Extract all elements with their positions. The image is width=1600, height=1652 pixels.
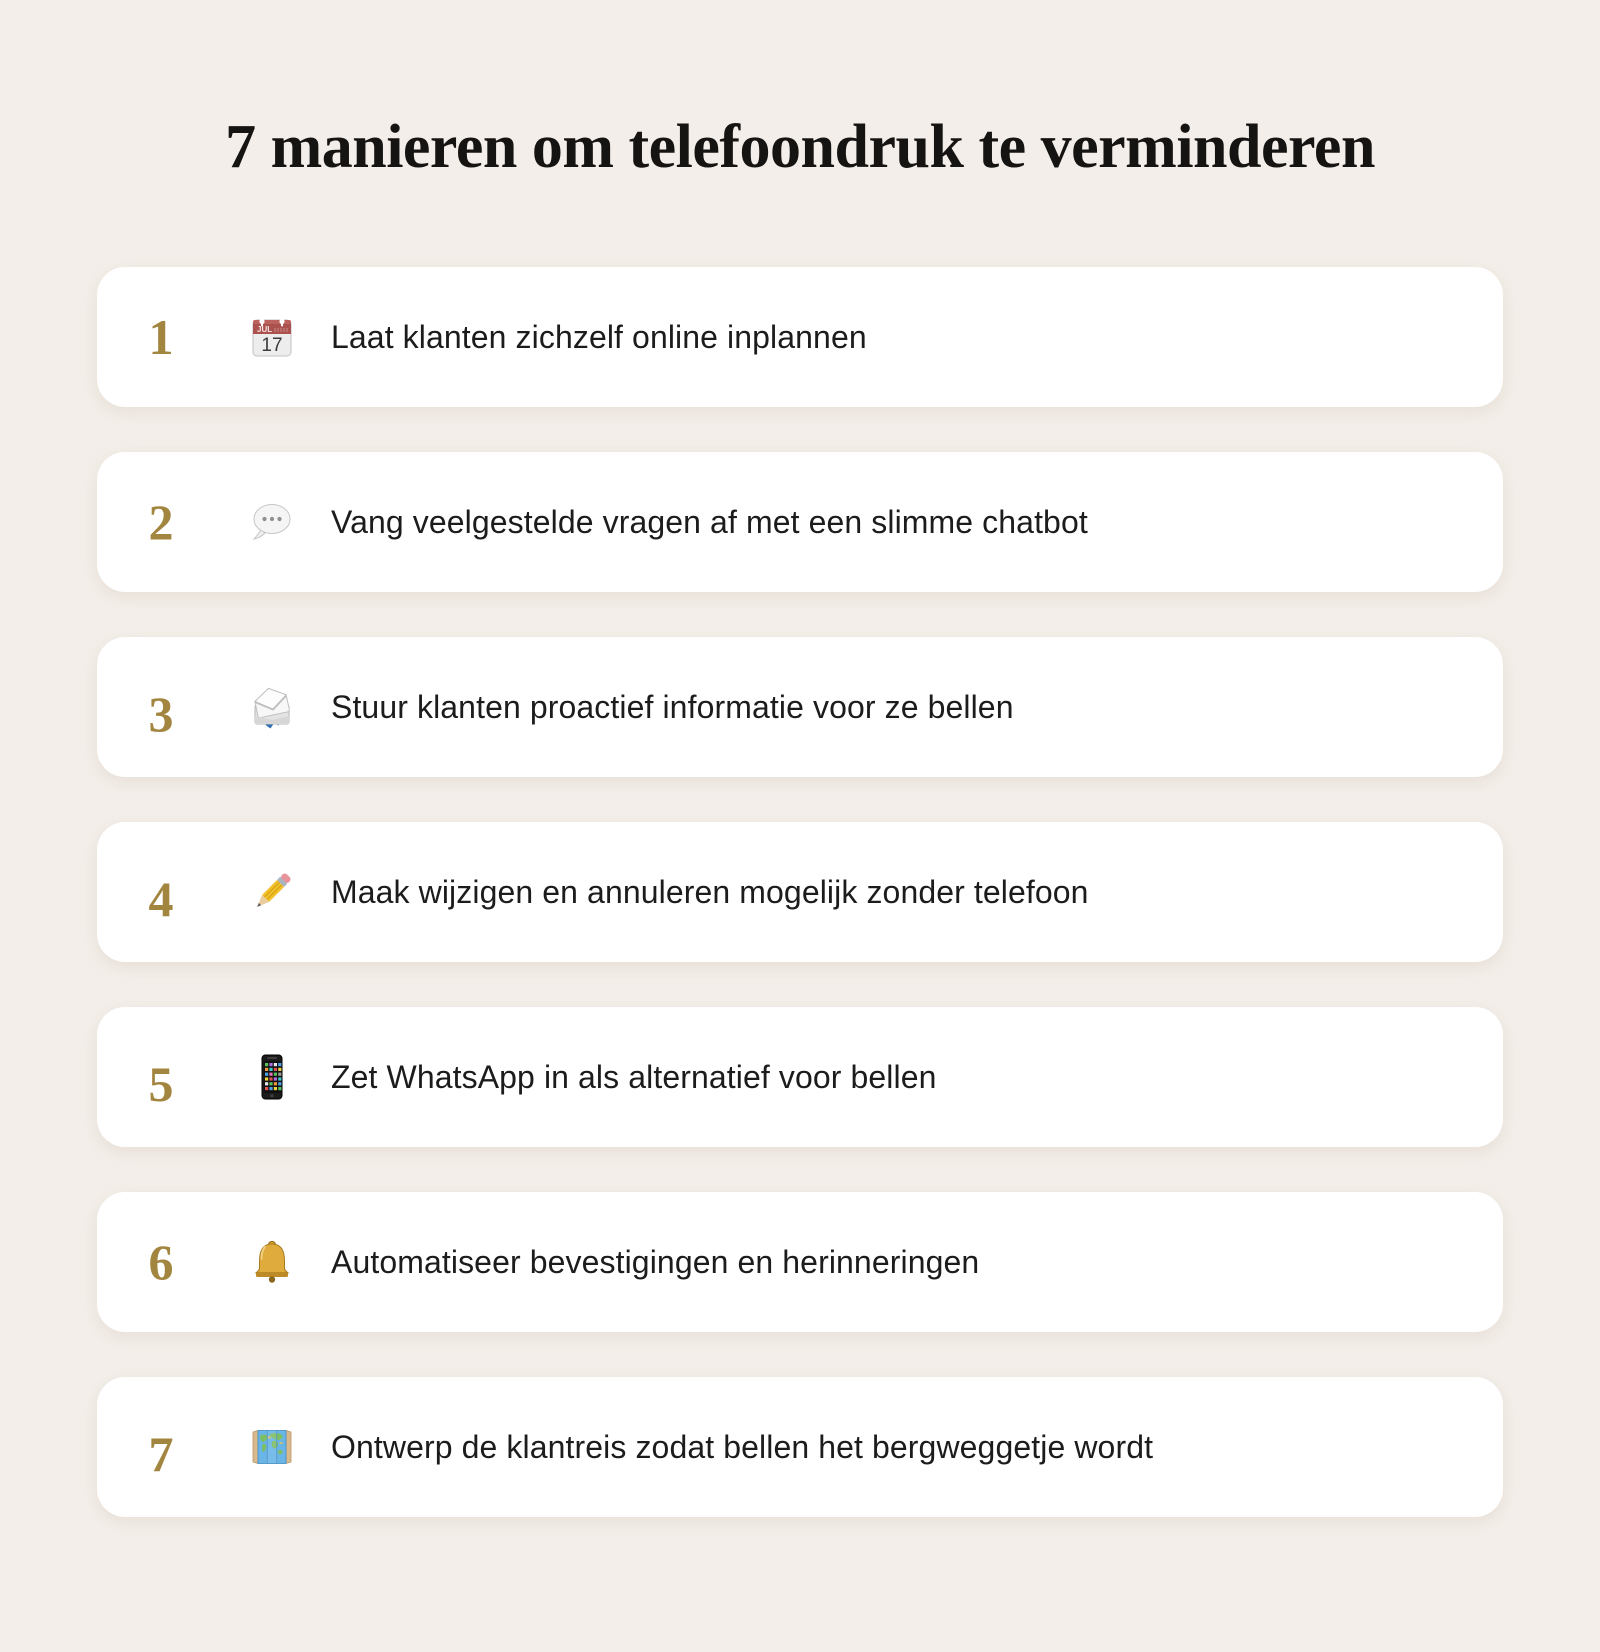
mobile-phone-icon [247, 1052, 297, 1102]
list-item [97, 267, 1503, 407]
tips-list [97, 267, 1503, 1517]
item-label: Maak wijzigen en annuleren mogelijk zonder telefoon [331, 873, 1089, 910]
item-number: 4 [148, 871, 174, 927]
list-item [97, 637, 1503, 777]
item-number: 5 [148, 1056, 174, 1112]
svg-text:JUL: JUL [257, 325, 273, 334]
pencil-icon [247, 867, 297, 917]
item-number: 2 [148, 494, 174, 550]
speech-balloon-icon [247, 497, 297, 547]
item-label: Ontwerp de klantreis zodat bellen het bergweggetje wordt [331, 1428, 1154, 1465]
item-number: 1 [148, 309, 174, 365]
item-label: Zet WhatsApp in als alternatief voor bellen [331, 1058, 937, 1095]
svg-text:17: 17 [261, 335, 283, 356]
list-item [97, 1007, 1503, 1147]
list-item [97, 822, 1503, 962]
item-label: Laat klanten zichzelf online inplannen [331, 318, 867, 355]
item-number: 7 [148, 1426, 174, 1482]
list-item [97, 452, 1503, 592]
bell-icon [247, 1237, 297, 1287]
item-label: Automatiseer bevestigingen en herinneringen [331, 1243, 980, 1280]
calendar-icon [247, 312, 297, 362]
item-number: 3 [148, 686, 174, 742]
item-label: Vang veelgestelde vragen af met een slimme chatbot [331, 503, 1088, 540]
list-item [97, 1192, 1503, 1332]
item-label: Stuur klanten proactief informatie voor ze bellen [331, 688, 1014, 725]
list-item [97, 1377, 1503, 1517]
incoming-envelope-icon [247, 682, 297, 732]
page-title: 7 manieren om telefoondruk te verminderen [225, 113, 1375, 181]
world-map-icon [247, 1422, 297, 1472]
item-number: 6 [148, 1234, 174, 1290]
